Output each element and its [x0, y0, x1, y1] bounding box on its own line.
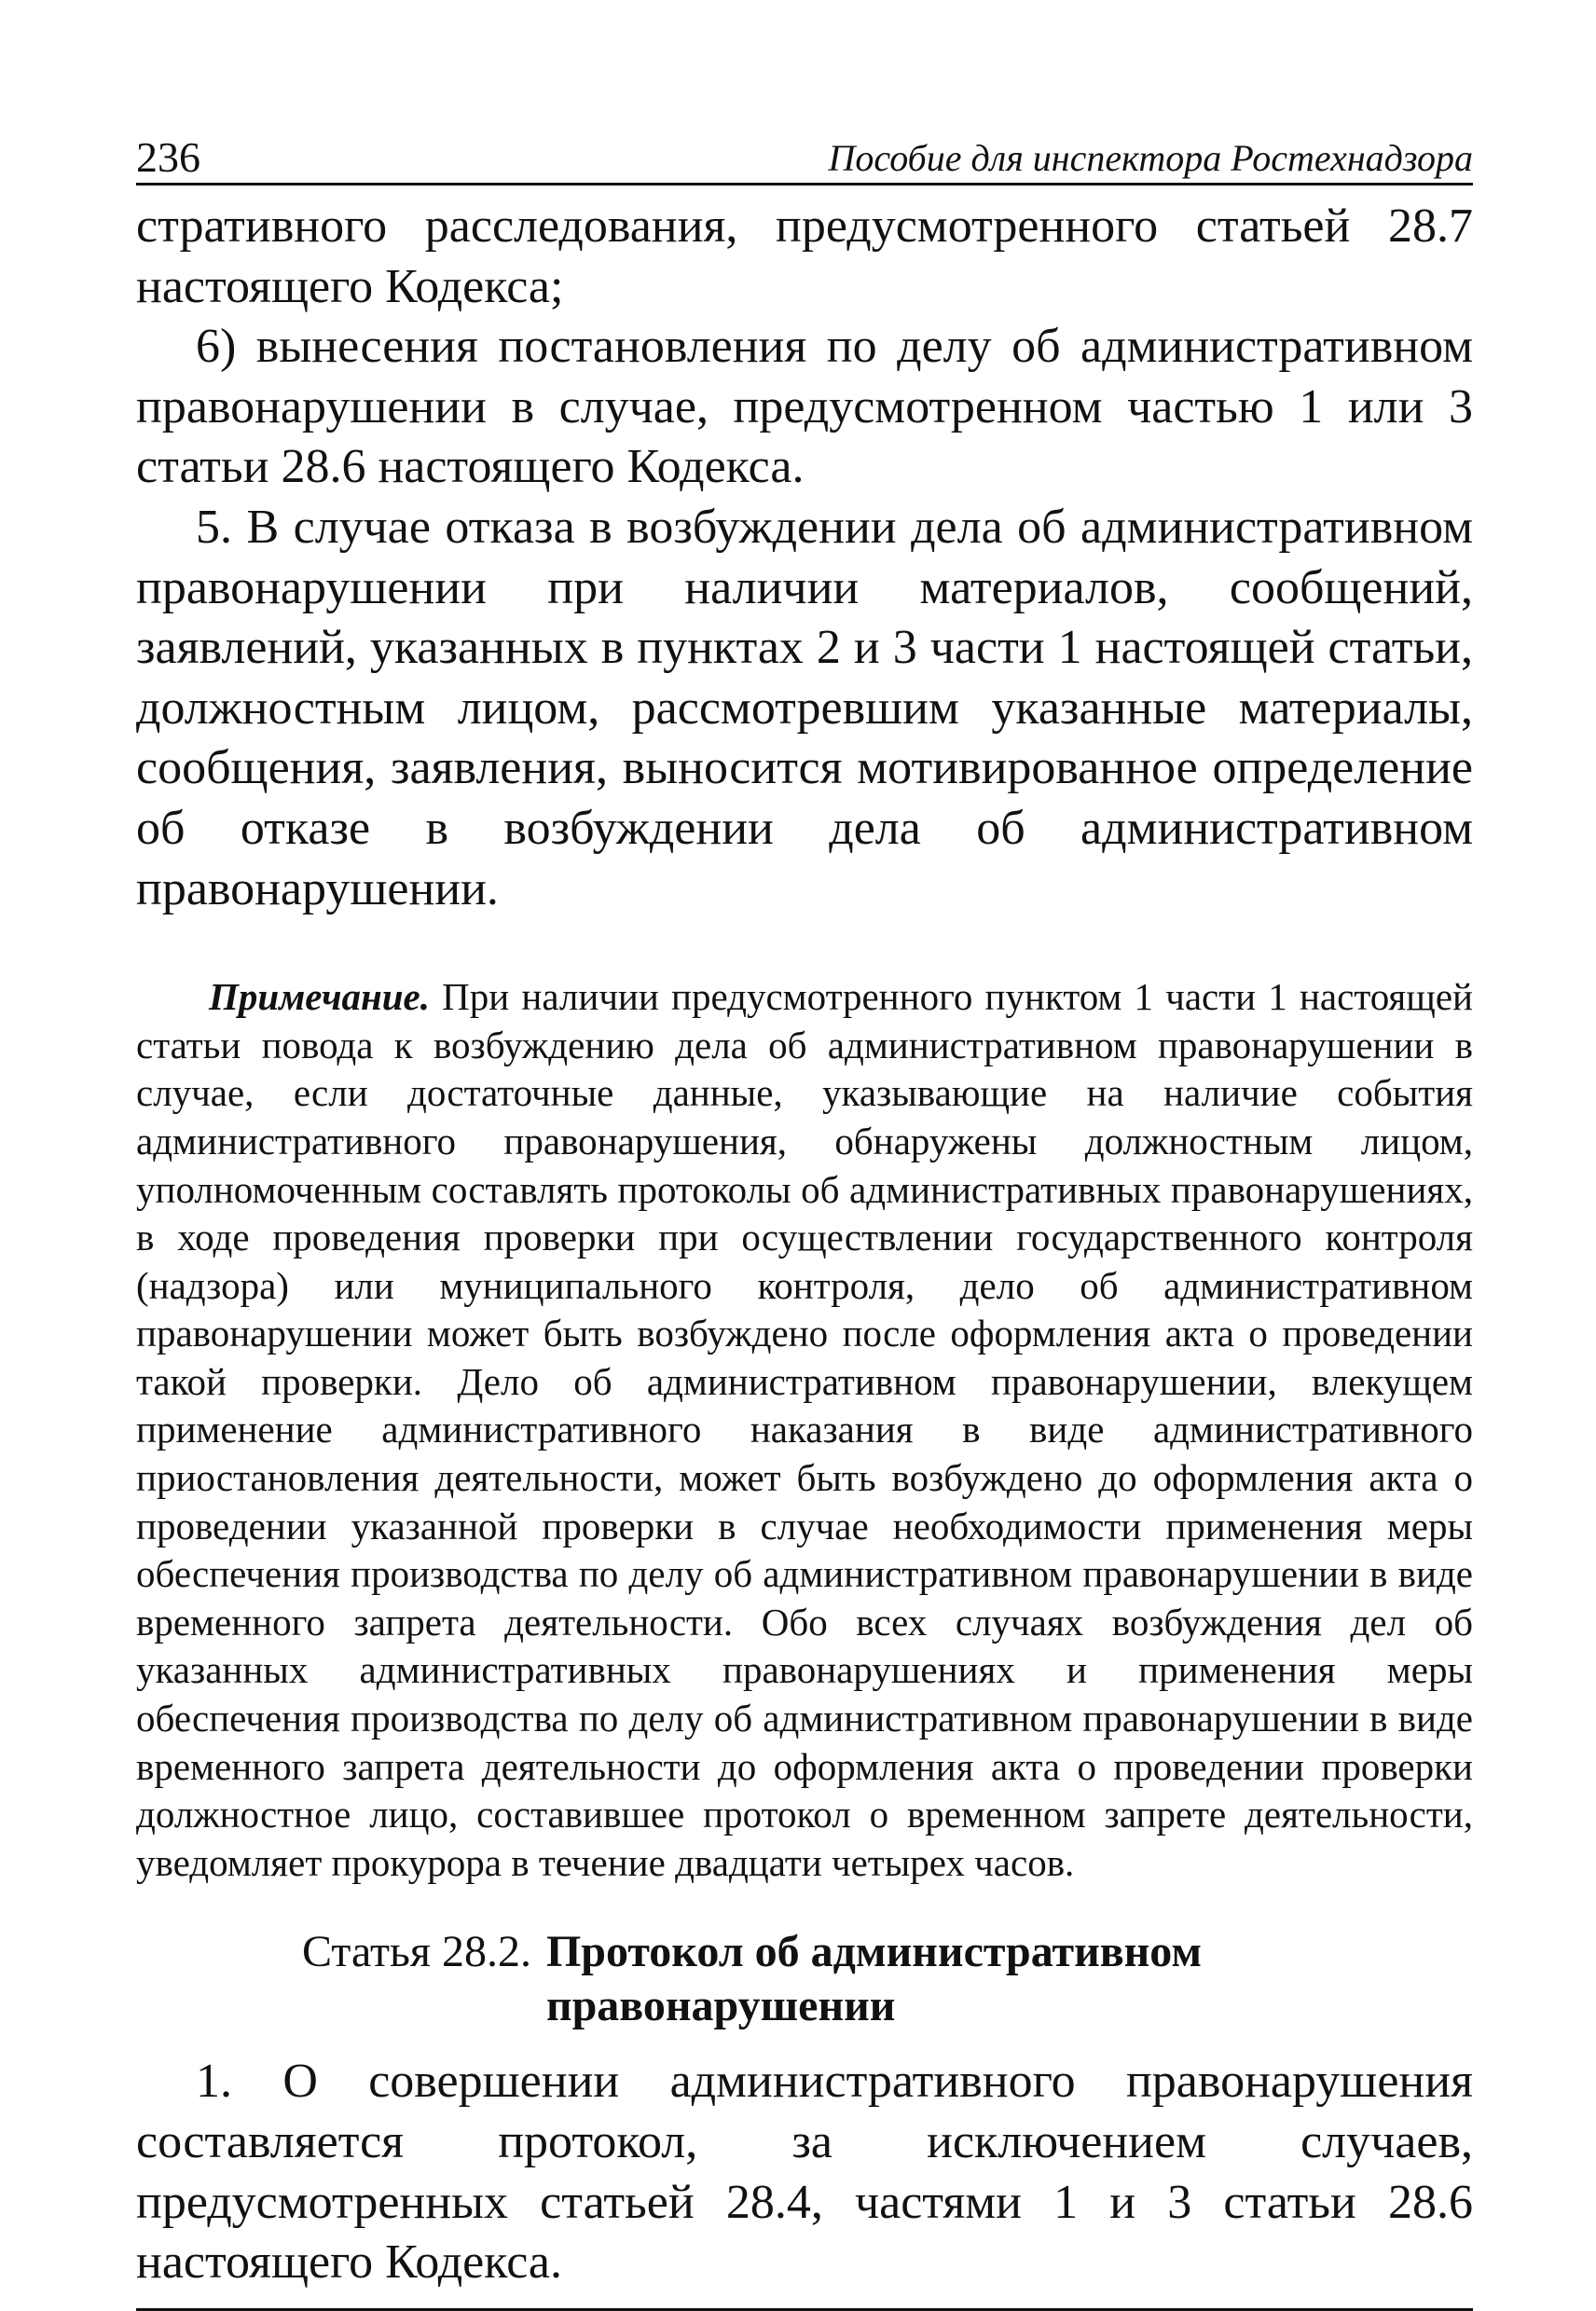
- bottom-rule: [136, 2308, 1473, 2311]
- main-text: [136, 197, 1473, 919]
- paragraph-item-6: 6) вынесения постановления по делу об административном правонарушении в случае, предусмотренном частью 1 или 3 статьи 28.6 настоящего Кодекса.: [136, 320, 1473, 494]
- paragraph-part-5: 5. В случае отказа в возбуждении дела об административном правонарушении при наличии материалов, сообщений, заявлений, указанных в пунктах 2 и 3 части 1 настоящей статьи, должностным лицом, рассмотревшим указанные материалы, сообщения, заявления, выносится мотивированное определение об отказе в возбуждении дела об административном правонарушении.: [136, 500, 1473, 915]
- note-paragraph: [136, 973, 1473, 1887]
- page-number: 236: [136, 133, 200, 181]
- running-title: Пособие для инспектора Ростехнадзора: [828, 137, 1473, 179]
- article-text: [136, 2052, 1473, 2292]
- paragraph-continuation: стративного расследования, предусмотренного статьей 28.7 настоящего Кодекса;: [136, 199, 1473, 313]
- article-title: Протокол об административном правонарушении: [545, 1927, 1203, 2031]
- note-text: При наличии предусмотренного пунктом 1 части 1 настоящей статьи повода к возбуждению дела об административном правонарушении в случае, если достаточные данные, указывающие на наличие события административного правонарушения, обнаружены должностным лицом, уполномоченным составлять протоколы об административных правонарушениях, в ходе проведения проверки при осуществлении государственного контроля (надзора) или муниципального контроля, дело об административном правонарушении может быть возбуждено после оформления акта о проведении такой проверки. Дело об административном правонарушении, влекущем применение административного наказания в виде административного приостановления деятельности, может быть возбуждено до оформления акта о проведении указанной проверки в случае необходимости применения меры обеспечения производства по делу об административном правонарушении в виде временного запрета деятельности. Обо всех случаях возбуждения дел об указанных административных правонарушениях и применения меры обеспечения производства по делу об административном правонарушении в виде временного запрета деятельности до оформления акта о проведении проверки должностное лицо, составившее протокол о временном запрете деятельности, уведомляет прокурора в течение двадцати четырех часов.: [136, 975, 1473, 1884]
- book-page: [136, 121, 1473, 2311]
- note-label: Примечание.: [209, 975, 430, 1019]
- page-header: [136, 121, 1473, 186]
- article-heading: [136, 1925, 1473, 2033]
- article-paragraph-1: 1. О совершении административного правонарушения составляется протокол, за исключением случаев, предусмотренных статьей 28.4, частями 1 и 3 статьи 28.6 настоящего Кодекса.: [136, 2055, 1473, 2290]
- article-number: Статья 28.2.: [302, 1927, 531, 1977]
